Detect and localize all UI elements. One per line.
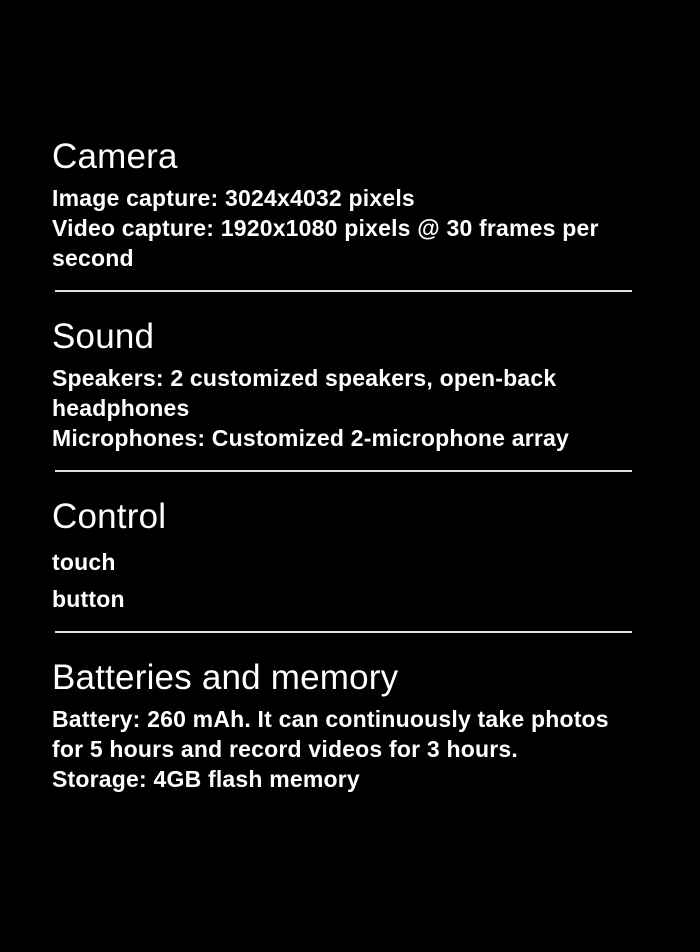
section-divider: [55, 631, 632, 633]
spec-item-microphones: [52, 423, 656, 453]
spec-item-button: [52, 584, 656, 614]
section-control-heading: Control: [52, 497, 167, 536]
spec-item-battery: [52, 704, 656, 764]
section-control: [52, 496, 656, 633]
section-camera-heading: Camera: [52, 137, 178, 176]
section-batteries-heading: Batteries and memory: [52, 658, 399, 697]
spec-line: Speakers: 2 customized speakers, open-back: [52, 365, 557, 391]
spec-line: second: [52, 245, 134, 271]
spec-line: Video capture: 1920x1080 pixels @ 30 frames per: [52, 215, 599, 241]
section-divider: [55, 470, 632, 472]
section-divider: [55, 290, 632, 292]
spec-item-image-capture: [52, 183, 656, 213]
section-sound-heading: Sound: [52, 317, 155, 356]
spec-line: button: [52, 586, 125, 612]
section-batteries-and-memory: [52, 657, 656, 794]
spec-line: touch: [52, 549, 116, 575]
spec-line: Microphones: Customized 2-microphone array: [52, 425, 570, 451]
spec-line: Image capture: 3024x4032 pixels: [52, 185, 415, 211]
spec-line: for 5 hours and record videos for 3 hours.: [52, 736, 518, 762]
section-sound: [52, 316, 656, 472]
spec-item-speakers: [52, 363, 656, 423]
spec-item-video-capture: [52, 213, 656, 273]
section-camera: [52, 136, 656, 292]
spec-item-touch: [52, 547, 656, 577]
spec-line: Storage: 4GB flash memory: [52, 766, 360, 792]
spec-line: headphones: [52, 395, 190, 421]
spec-item-storage: [52, 764, 656, 794]
spec-line: Battery: 260 mAh. It can continuously take photos: [52, 706, 609, 732]
